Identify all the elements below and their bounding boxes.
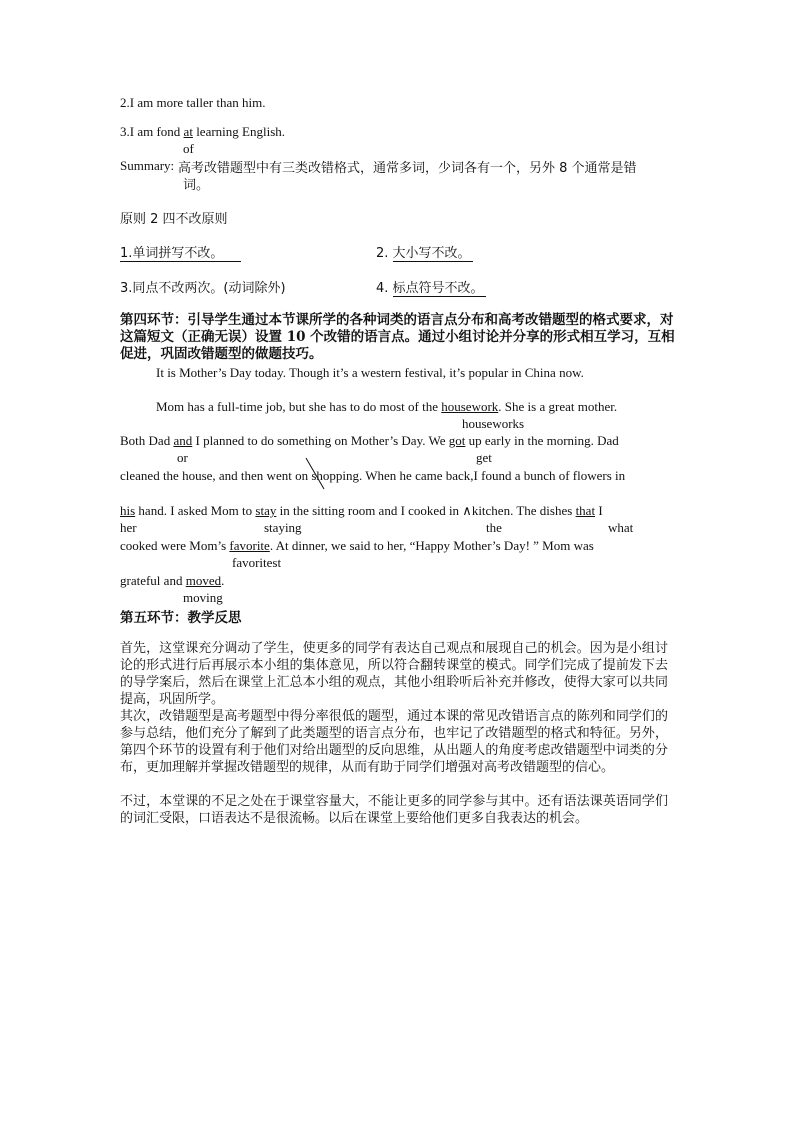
correction-her: her — [120, 520, 137, 535]
passage-line-6 — [120, 538, 594, 554]
correction-or: or — [177, 450, 188, 465]
summary-label: Summary: — [120, 158, 175, 173]
passage-line-4: cleaned the house, and then went on shopping. When he came back,I found a bunch of flowers in — [120, 468, 626, 483]
passage-line-5-a: hand. I asked Mom to — [135, 503, 256, 518]
summary-text: 高考改错题型中有三类改错格式，通常多词，少词各有一个，另外 8 个通常是错 — [178, 161, 637, 176]
passage-line-7-a: grateful and — [120, 573, 186, 588]
rule-4 — [376, 277, 486, 297]
delete-mark — [302, 456, 330, 492]
passage-line-5-b: in the sitting room and I cooked in ∧kitchen. The dishes — [276, 503, 576, 518]
rule-4-number: 4. — [376, 281, 393, 296]
reflection-paragraph-2: 其次，改错题型是高考题型中得分率很低的题型，通过本课的常见改错语言点的陈列和同学们的参与总结，他们充分了解到了此类题型的语言点分布，也牢记了改错题型的格式和特征。另外，第四个环节的设置有利于他们对给出题型的反向思维，从出题人的角度考虑改错题型中词类的分布，更加理解并掌握改错题型的规律，从而有助于同学们增强对高考改错题型的信心。 — [120, 709, 668, 775]
rule-2 — [376, 242, 473, 262]
passage-line-6-b: . At dinner, we said to her, “Happy Mother’s Day! ” Mom was — [269, 538, 594, 553]
reflection-paragraph-1: 首先，这堂课充分调动了学生，使更多的同学有表达自己观点和展现自己的机会。因为是小组讨论的形式进行后再展示本小组的集体意见，所以符合翻转课堂的模式。同学们完成了提前发下去的导学案后，然后在课堂上汇总本小组的观点，其他小组聆听后补充并修改，使得大家可以共同提高，巩固所学。 — [120, 641, 668, 707]
example-line-3-post: learning English. — [192, 124, 286, 139]
passage-line-2 — [156, 399, 617, 415]
passage-line-6-a: cooked were Mom’s — [120, 538, 230, 553]
rule-2-text: 大小写不改。 — [393, 242, 473, 262]
example-line-3-error: at — [183, 124, 193, 139]
passage-error-favorite: favorite — [229, 538, 270, 553]
passage-error-his: his — [120, 503, 136, 518]
correction-moving: moving — [183, 590, 223, 605]
passage-error-stay: stay — [255, 503, 277, 518]
rule-2-number: 2. — [376, 246, 393, 261]
step5-heading: 第五环节：教学反思 — [120, 610, 242, 626]
passage-line-5 — [120, 503, 603, 519]
passage-line-3-b: I planned to do something on Mother’s Day. We — [192, 433, 449, 448]
example-line-2: 2.I am more taller than him. — [120, 95, 266, 110]
passage-line-2-pre: Mom has a full-time job, but she has to do most of the — [156, 399, 442, 414]
example-line-3-pre: 3.I am fond — [120, 124, 184, 139]
correction-staying: staying — [264, 520, 302, 535]
passage-line-7-b: . — [221, 573, 225, 588]
rule-1 — [120, 242, 241, 262]
passage-line-7 — [120, 573, 224, 589]
passage-error-that: that — [575, 503, 596, 518]
rule-3: 3.同点不改两次。(动词除外) — [120, 281, 286, 296]
passage-line-3-c: up early in the morning. Dad — [465, 433, 619, 448]
passage-error-moved: moved — [185, 573, 222, 588]
correction-houseworks: houseworks — [462, 416, 525, 431]
passage-line-5-c: I — [595, 503, 603, 518]
passage-line-1: It is Mother’s Day today. Though it’s a western festival, it’s popular in China now. — [156, 365, 584, 380]
rule-4-text: 标点符号不改。 — [393, 277, 486, 297]
passage-line-2-post: . She is a great mother. — [498, 399, 618, 414]
correction-favoritest: favoritest — [232, 555, 282, 570]
example-line-3 — [120, 124, 285, 140]
summary-text-cont: 词。 — [183, 178, 210, 193]
reflection-paragraph-3: 不过，本堂课的不足之处在于课堂容量大，不能让更多的同学参与其中。还有语法课英语同学们的词汇受限，口语表达不是很流畅。以后在课堂上要给他们更多自我表达的机会。 — [120, 794, 668, 826]
correction-get: get — [476, 450, 492, 465]
step4-heading: 第四环节：引导学生通过本节课所学的各种词类的语言点分布和高考改错题型的格式要求，对这篇短文（正确无误）设置 10 个改错的语言点。通过小组讨论并分享的形式相互学习，互相促进，巩固改错题型的做题技巧。 — [120, 312, 675, 362]
passage-error-and: and — [173, 433, 193, 448]
passage-error-got: got — [448, 433, 466, 448]
passage-line-3 — [120, 433, 619, 449]
correction-what: what — [608, 520, 634, 535]
passage-line-3-a: Both Dad — [120, 433, 174, 448]
passage-error-housework: housework — [441, 399, 499, 414]
correction-the: the — [486, 520, 502, 535]
principle-title: 原则 2 四不改原则 — [120, 212, 228, 227]
rule-1-text: 1.单词拼写不改。 — [120, 242, 241, 262]
example-line-3-correction: of — [183, 141, 194, 156]
